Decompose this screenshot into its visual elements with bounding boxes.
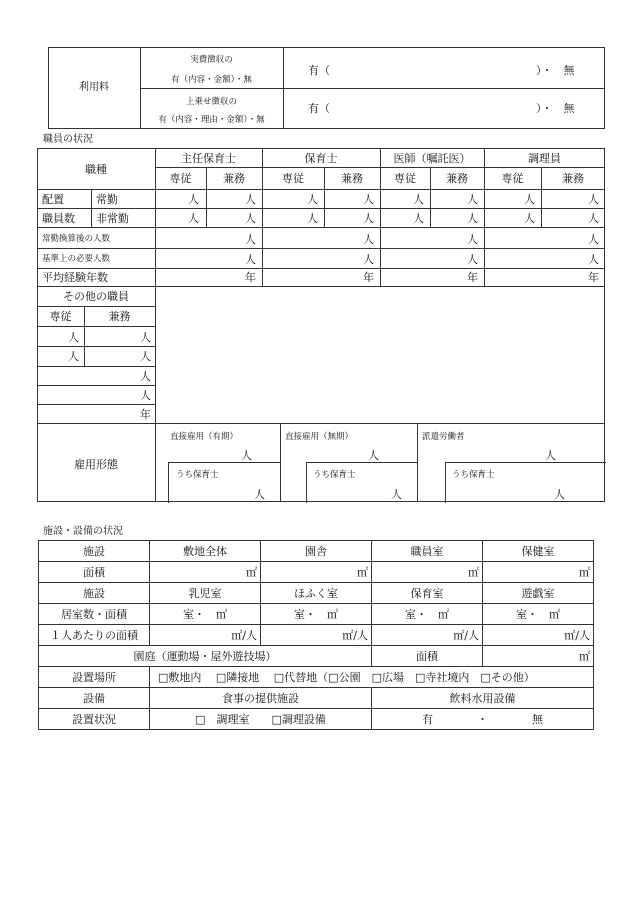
col-staffroom: 職員室 [372, 541, 483, 562]
fulltime-head: 専従 [501, 172, 524, 185]
col-infant: 乳児室 [150, 583, 261, 604]
location-label: 設置場所 [39, 667, 150, 688]
meal-label: 食事の提供施設 [150, 688, 372, 709]
required-label: 基準上の必要人数 [42, 254, 111, 264]
rooms-crawl[interactable]: 室・ ㎡ [261, 604, 372, 625]
actual-fee-sub: 有（内容・金額）・無 [171, 75, 252, 85]
facility-label-2: 施設 [39, 583, 150, 604]
rooms-nursery[interactable]: 室・ ㎡ [372, 604, 483, 625]
per-person-label: １人あたりの面積 [39, 625, 150, 646]
equipment-label: 設備 [39, 688, 150, 709]
location-options[interactable]: □敷地内 □隣接地 □代替地（□公園 □広場 □寺社境内 □その他） [150, 667, 594, 688]
job-head-nursery: 保育士 [304, 152, 338, 165]
job-head-chief: 主任保育士 [181, 152, 236, 165]
extra-fee-yes[interactable]: 有（ [308, 102, 330, 115]
placement-label: 配置 [42, 193, 64, 206]
per-person-playroom[interactable]: ㎡/人 [483, 625, 594, 646]
staff-table [37, 148, 605, 502]
rooms-playroom[interactable]: 室・ ㎡ [483, 604, 594, 625]
nursery-unit-2[interactable]: 人 [391, 488, 402, 501]
col-healthroom: 保健室 [483, 541, 594, 562]
fees-label: 利用料 [79, 82, 109, 93]
per-person-nursery[interactable]: ㎡/人 [372, 625, 483, 646]
status-label: 設置状況 [39, 709, 150, 730]
nursery-unit-1[interactable]: 人 [254, 488, 265, 501]
area-label: 面積 [39, 562, 150, 583]
facility-table [38, 540, 594, 730]
yard-area[interactable]: ㎡ [483, 646, 594, 667]
converted-label: 常勤換算後の人数 [42, 234, 111, 244]
extra-fee-sub: 有（内容・理由・金額）・無 [158, 115, 265, 125]
col-site: 敷地全体 [150, 541, 261, 562]
employment-label: 雇用形態 [74, 458, 118, 471]
staff-section-title: 職員の状況 [43, 134, 93, 145]
parttime-head: 兼務 [446, 172, 468, 185]
actual-fee-title: 実費徴収の [190, 55, 233, 65]
parttime-head: 兼務 [223, 172, 245, 185]
nursery-unit-3[interactable]: 人 [554, 488, 565, 501]
fulltime-head: 専従 [282, 172, 304, 185]
yard-area-label: 面積 [372, 646, 483, 667]
facility-section-title: 施設・設備の状況 [43, 526, 123, 537]
dispatch-unit[interactable]: 人 [545, 449, 556, 462]
nursery-sub-3: うち保育士 [452, 470, 495, 480]
others-parttime: 兼務 [108, 310, 131, 323]
water-options[interactable]: 有 ・ 無 [372, 709, 594, 730]
area-staffroom[interactable]: ㎡ [372, 562, 483, 583]
col-nursery: 保育室 [372, 583, 483, 604]
regular-label: 常勤 [96, 193, 118, 206]
col-crawl: ほふく室 [261, 583, 372, 604]
water-label: 飲料水用設備 [372, 688, 594, 709]
nursery-sub-2: うち保育士 [313, 470, 356, 480]
col-playroom: 遊戯室 [483, 583, 594, 604]
job-type-label: 職種 [85, 163, 107, 176]
job-head-cook: 調理員 [528, 152, 561, 165]
direct-fixed-unit[interactable]: 人 [241, 449, 252, 462]
job-head-doctor: 医師（嘱託医） [393, 152, 471, 165]
facility-label: 施設 [39, 541, 150, 562]
others-fulltime: 専従 [49, 310, 72, 323]
count-label: 職員数 [42, 212, 75, 225]
actual-fee-no[interactable]: ）・ 無 [536, 64, 575, 77]
actual-fee-yes[interactable]: 有（ [308, 64, 330, 77]
parttime-head: 兼務 [562, 172, 584, 185]
direct-open-label: 直接雇用（無期） [285, 432, 354, 442]
per-person-crawl[interactable]: ㎡/人 [261, 625, 372, 646]
per-person-infant[interactable]: ㎡/人 [150, 625, 261, 646]
parttime-head: 兼務 [341, 172, 363, 185]
dispatch-label: 派遣労働者 [422, 432, 465, 442]
area-site[interactable]: ㎡ [150, 562, 261, 583]
extra-fee-no[interactable]: ）・ 無 [536, 102, 575, 115]
direct-open-unit[interactable]: 人 [368, 449, 379, 462]
area-building[interactable]: ㎡ [261, 562, 372, 583]
nursery-sub-1: うち保育士 [176, 470, 219, 480]
avg-years-label: 平均経験年数 [42, 271, 108, 284]
rooms-area-label: 居室数・面積 [39, 604, 150, 625]
area-healthroom[interactable]: ㎡ [483, 562, 594, 583]
meal-options[interactable]: □ 調理室 □調理設備 [150, 709, 372, 730]
yard-label: 園庭（運動場・屋外遊技場） [39, 646, 372, 667]
extra-fee-title: 上乗せ徴収の [185, 97, 237, 107]
fulltime-head: 専従 [394, 172, 416, 185]
others-title: その他の職員 [63, 290, 129, 303]
nonregular-label: 非常勤 [96, 212, 129, 225]
rooms-infant[interactable]: 室・ ㎡ [150, 604, 261, 625]
direct-fixed-label: 直接雇用（有期） [170, 432, 239, 442]
col-building: 園舎 [261, 541, 372, 562]
fulltime-head: 専従 [169, 172, 192, 185]
